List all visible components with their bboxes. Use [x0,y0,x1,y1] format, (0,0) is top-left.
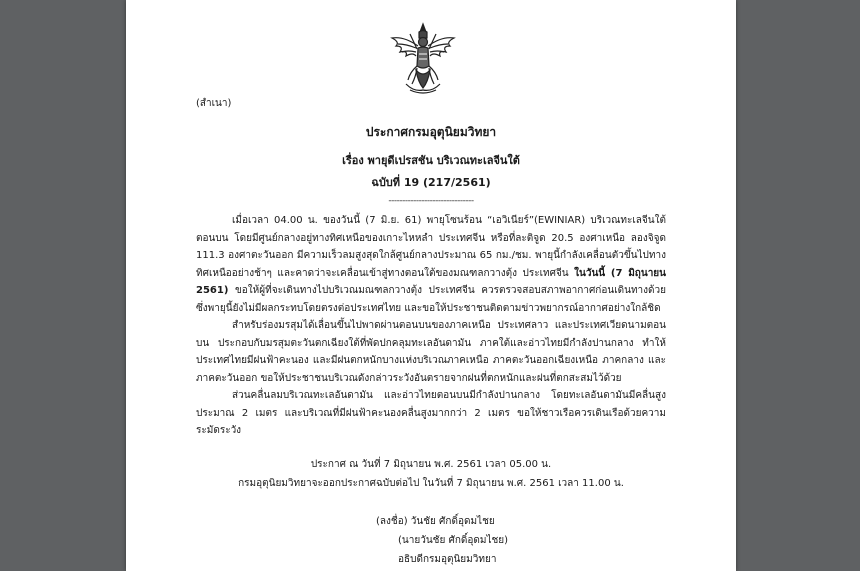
signature-line: (ลงชื่อ) วันชัย ศักดิ์อุดมไชย [376,516,495,527]
announcement-date: ประกาศ ณ วันที่ 7 มิถุนายน พ.ศ. 2561 เวลา 05.00 น. [310,459,552,470]
signer-title: อธิบดีกรมอุตุนิยมวิทยา [398,554,497,565]
document-title: ประกาศกรมอุตุนิยมวิทยา [365,125,497,139]
paragraph-1-text-b: ขอให้ผู้ที่จะเดินทางไปบริเวณมณฑลกวางตุ้ง ประเทศจีน ควรตรวจสอบสภาพอากาศก่อนเดินทางด้วย ซึ่งพายุนี้ยังไม่มีผลกระทบโดยตรงต่อประเทศไทย และขอให้ประชาชนติดตามข่าวพยากรณ์อากาศอย่างใกล้ชิด [196,285,666,314]
document-subject: เรื่อง พายุดีเปรสชัน บริเวณทะเลจีนใต้ [342,154,520,167]
copy-label: (สำเนา) [196,98,232,109]
paragraph-1-text-a: เมื่อเวลา 04.00 น. ของวันนี้ (7 มิ.ย. 61) พายุโซนร้อน “เอวิเนียร์”(EWINIAR) บริเวณทะเลจีนใต้ตอนบน โดยมีศูนย์กลางอยู่ทางทิศเหนือของเกาะไหหลำ ประเทศจีน หรือที่ละติจูด 20.5 องศาเหนือ ลองจิจูด 111.3 องศาตะวันออก มีความเร็วลมสูงสุดใกล้ศูนย์กลางประมาณ 65 กม./ชม. พายุนี้กำลังเคลื่อนตัวขึ้นไปทางทิศเหนืออย่างช้าๆ และคาดว่าจะเคลื่อนเข้าสู่ทางตอนใต้ของมณฑลกวางตุ้ง ประเทศจีน [196,215,666,279]
paragraph-2: สำหรับร่องมรสุมได้เลื่อนขึ้นไปพาดผ่านตอนบนของภาคเหนือ ประเทศลาว และประเทศเวียดนามตอนบน ประกอบกับมรสุมตะวันตกเฉียงใต้ที่พัดปกคลุมทะเลอันดามัน ภาคใต้และอ่าวไทยมีกำลังปานกลาง ทำให้ประเทศไทยมีฝนฟ้าคะนอง และมีฝนตกหนักบางแห่งบริเวณภาคเหนือ ภาคตะวันออกเฉียงเหนือ ภาคกลาง และภาคตะวันออก ขอให้ประชาชนบริเวณดังกล่าวระวังอันตรายจากฝนที่ตกหนักและฝนที่ตกสะสมไว้ด้วย [196,320,666,384]
garuda-emblem-icon [386,22,460,98]
document-page [126,0,736,571]
next-issue-notice: กรมอุตุนิยมวิทยาจะออกประกาศฉบับต่อไป ในวันที่ 7 มิถุนายน พ.ศ. 2561 เวลา 11.00 น. [238,478,624,489]
document-body [196,212,666,440]
paragraph-3: ส่วนคลื่นลมบริเวณทะเลอันดามัน และอ่าวไทยตอนบนมีกำลังปานกลาง โดยทะเลอันดามันมีคลื่นสูงประมาณ 2 เมตร และบริเวณที่มีฝนฟ้าคะนองคลื่นสูงมากกว่า 2 เมตร ขอให้ชาวเรือควรเดินเรือด้วยความระมัดระวัง [196,390,666,436]
divider-line: ------------------------------- [388,196,474,206]
issue-number: ฉบับที่ 19 (217/2561) [371,176,491,189]
paragraph-1 [196,212,666,317]
signer-name: (นายวันชัย ศักดิ์อุดมไชย) [398,535,509,546]
paragraph-1-bold-date: ในวันนี้ (7 มิถุนายน 2561) [196,267,667,296]
